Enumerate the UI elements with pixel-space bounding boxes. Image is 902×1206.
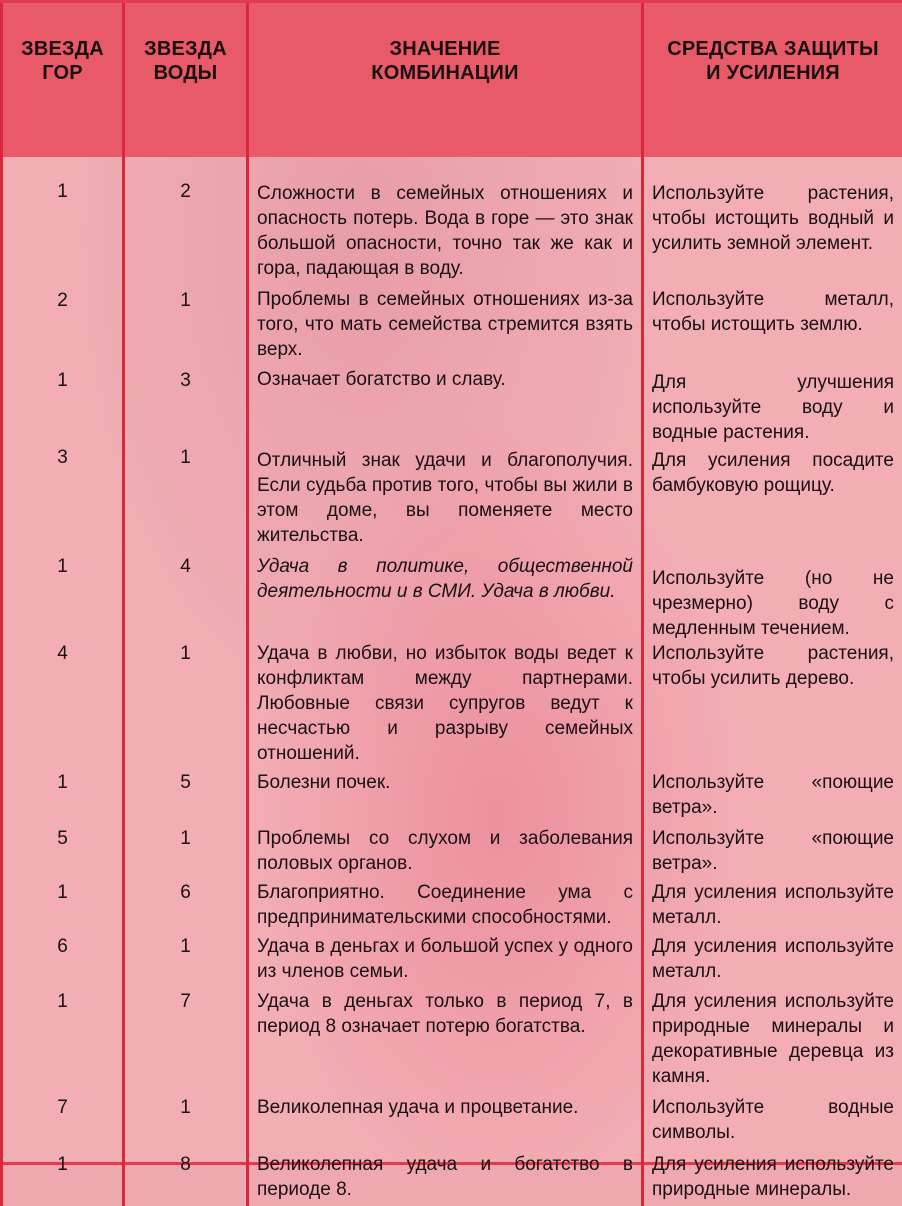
protection-advice: Используйте «поющие ветра». [643, 766, 902, 820]
header-protection-means-line2: И УСИЛЕНИЯ [650, 61, 896, 85]
protection-advice: Для усиления используйте природные минералы. [643, 1148, 902, 1206]
mountain-star-value: 1 [2, 766, 124, 820]
water-star-value: 1 [124, 1091, 248, 1148]
combination-meaning: Великолепная удача и процветание. [248, 1091, 643, 1148]
table-row [2, 157, 902, 284]
table-header [2, 3, 902, 157]
header-combination-meaning [248, 3, 643, 157]
mountain-star-value: 1 [2, 548, 124, 641]
water-star-value: 3 [124, 364, 248, 445]
table-row [2, 930, 902, 985]
combination-meaning: Проблемы в семейных отношениях из-за того, что мать семейства стремится взять верх. [248, 284, 643, 364]
protection-advice: Используйте «поющие ветра». [643, 820, 902, 876]
protection-advice: Для улучшения используйте воду и водные растения. [643, 364, 902, 445]
table-row [2, 766, 902, 820]
water-star-value: 1 [124, 445, 248, 548]
protection-advice: Для усиления используйте металл. [643, 930, 902, 985]
water-star-value: 4 [124, 548, 248, 641]
header-water-star-line2: ВОДЫ [131, 61, 240, 85]
combination-meaning: Болезни почек. [248, 766, 643, 820]
mountain-star-value: 1 [2, 364, 124, 445]
protection-advice: Для усиления посадите бамбуковую рощицу. [643, 445, 902, 548]
water-star-value: 5 [124, 766, 248, 820]
combination-meaning: Благоприятно. Соединение ума с предпринимательскими способностями. [248, 876, 643, 930]
combination-meaning: Сложности в семейных отношениях и опасность потерь. Вода в горе — это знак большой опасности, точно так же как и гора, падающая в воду. [248, 157, 643, 284]
table-row [2, 548, 902, 641]
combination-meaning: Проблемы со слухом и заболевания половых органов. [248, 820, 643, 876]
table-row [2, 876, 902, 930]
table-row [2, 820, 902, 876]
header-water-star [124, 3, 248, 157]
header-combination-meaning-line2: КОМБИНАЦИИ [255, 61, 635, 85]
table-row [2, 1148, 902, 1206]
mountain-star-value: 2 [2, 284, 124, 364]
water-star-value: 6 [124, 876, 248, 930]
water-star-value: 2 [124, 157, 248, 284]
table-row [2, 445, 902, 548]
water-star-value: 8 [124, 1148, 248, 1206]
header-mountain-star-line2: ГОР [9, 61, 116, 85]
mountain-star-value: 4 [2, 641, 124, 766]
mountain-star-value: 1 [2, 157, 124, 284]
protection-advice: Для усиления используйте металл. [643, 876, 902, 930]
combination-meaning: Удача в деньгах и большой успех у одного из членов семьи. [248, 930, 643, 985]
header-protection-means-line1: СРЕДСТВА ЗАЩИТЫ [650, 37, 896, 61]
water-star-value: 7 [124, 985, 248, 1091]
table-row [2, 985, 902, 1091]
protection-advice: Используйте растения, чтобы истощить водный и усилить земной элемент. [643, 157, 902, 284]
combination-meaning: Отличный знак удачи и благополучия. Если судьба против того, чтобы вы жили в этом доме, вы поменяете место жительства. [248, 445, 643, 548]
combination-meaning: Удача в любви, но избыток воды ведет к конфликтам между партнерами. Любовные связи супругов ведут к несчастью и разрыву семейных отношений. [248, 641, 643, 766]
combination-meaning: Означает богатство и славу. [248, 364, 643, 445]
water-star-value: 1 [124, 930, 248, 985]
water-star-value: 1 [124, 284, 248, 364]
protection-advice: Используйте растения, чтобы усилить дерево. [643, 641, 902, 766]
protection-advice: Используйте водные символы. [643, 1091, 902, 1148]
header-protection-means [643, 3, 902, 157]
header-water-star-line1: ЗВЕЗДА [131, 37, 240, 61]
combination-meaning: Великолепная удача и богатство в периоде 8. [248, 1148, 643, 1206]
mountain-star-value: 7 [2, 1091, 124, 1148]
table-body [2, 157, 902, 1206]
mountain-star-value: 1 [2, 985, 124, 1091]
table-row [2, 641, 902, 766]
mountain-star-value: 6 [2, 930, 124, 985]
table-row [2, 364, 902, 445]
header-row [2, 3, 902, 157]
mountain-star-value: 3 [2, 445, 124, 548]
flying-stars-table [0, 3, 902, 1206]
header-mountain-star-line1: ЗВЕЗДА [9, 37, 116, 61]
header-combination-meaning-line1: ЗНАЧЕНИЕ [255, 37, 635, 61]
table-row [2, 1091, 902, 1148]
protection-advice: Используйте металл, чтобы истощить землю. [643, 284, 902, 364]
combination-meaning: Удача в деньгах только в период 7, в период 8 означает потерю богатства. [248, 985, 643, 1091]
protection-advice: Для усиления используйте природные минералы и декоративные деревца из камня. [643, 985, 902, 1091]
table-row [2, 284, 902, 364]
mountain-star-value: 1 [2, 876, 124, 930]
header-mountain-star [2, 3, 124, 157]
water-star-value: 1 [124, 820, 248, 876]
mountain-star-value: 1 [2, 1148, 124, 1206]
protection-advice: Используйте (но не чрезмерно) воду с медленным течением. [643, 548, 902, 641]
water-star-value: 1 [124, 641, 248, 766]
combination-meaning: Удача в политике, общественной деятельности и в СМИ. Удача в любви. [248, 548, 643, 641]
mountain-star-value: 5 [2, 820, 124, 876]
